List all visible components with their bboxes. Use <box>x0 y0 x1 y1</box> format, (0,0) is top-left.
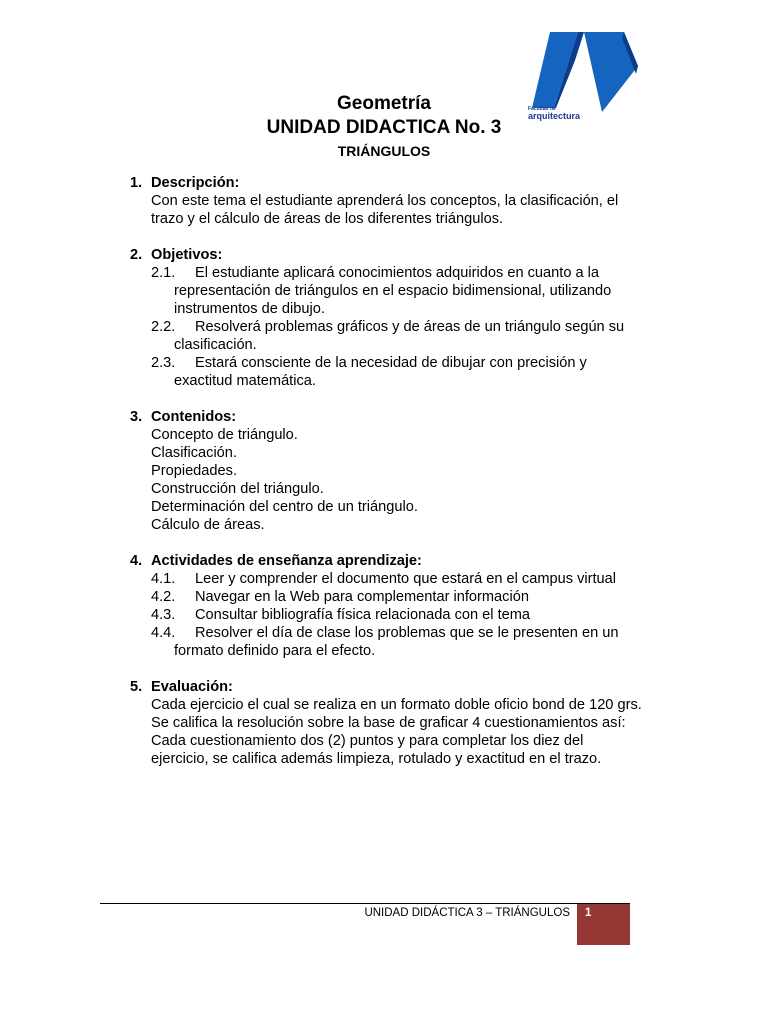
item-number: 2.2. <box>151 319 176 335</box>
section-heading <box>130 174 670 192</box>
page-number: 1 <box>585 907 592 919</box>
list-item <box>130 354 670 372</box>
section-title: Objetivos: <box>151 247 223 263</box>
document-topic: TRIÁNGULOS <box>337 143 431 159</box>
section-number: 2. <box>130 247 143 263</box>
content-line: Concepto de triángulo. <box>151 427 298 443</box>
paragraph-line: Cada ejercicio el cual se realiza en un formato doble oficio bond de 120 grs. <box>151 697 642 713</box>
section-number: 3. <box>130 409 143 425</box>
section-descripcion <box>130 174 670 228</box>
section-objetivos <box>130 246 670 390</box>
title-block <box>0 92 768 160</box>
footer-divider <box>100 903 630 904</box>
item-line: Resolverá problemas gráficos y de áreas de un triángulo según su <box>195 319 625 335</box>
page-number-box <box>577 904 630 945</box>
logo-line1: Facultad de <box>528 106 556 112</box>
list-item <box>130 588 670 606</box>
section-evaluacion <box>130 678 670 768</box>
section-number: 5. <box>130 679 143 695</box>
logo-line2: arquitectura <box>528 111 581 121</box>
content-line: Cálculo de áreas. <box>151 517 265 533</box>
list-item <box>130 264 670 282</box>
paragraph-line: trazo y el cálculo de áreas de los diferentes triángulos. <box>151 211 504 227</box>
content-line: Propiedades. <box>151 463 238 479</box>
item-line: instrumentos de dibujo. <box>174 301 325 317</box>
item-line: Navegar en la Web para complementar información <box>195 589 529 605</box>
section-title: Actividades de enseñanza aprendizaje: <box>151 553 422 569</box>
list-item <box>130 570 670 588</box>
paragraph-line: ejercicio, se califica además limpieza, rotulado y exactitud en el trazo. <box>151 751 602 767</box>
section-heading <box>130 552 670 570</box>
item-number: 4.1. <box>151 571 176 587</box>
item-line: formato definido para el efecto. <box>174 643 376 659</box>
document-subtitle: UNIDAD DIDACTICA No. 3 <box>266 117 502 138</box>
item-line: representación de triángulos en el espacio bidimensional, utilizando <box>174 283 612 299</box>
section-title: Evaluación: <box>151 679 233 695</box>
section-title: Contenidos: <box>151 409 237 425</box>
item-line: Estará consciente de la necesidad de dibujar con precisión y <box>195 355 587 371</box>
paragraph-line: Con este tema el estudiante aprenderá los conceptos, la clasificación, el <box>151 193 619 209</box>
item-number: 4.2. <box>151 589 176 605</box>
section-heading <box>130 678 670 696</box>
paragraph-line: Cada cuestionamiento dos (2) puntos y para completar los diez del <box>151 733 584 749</box>
section-number: 4. <box>130 553 143 569</box>
footer-title: UNIDAD DIDÁCTICA 3 – TRIÁNGULOS <box>364 907 570 919</box>
section-title: Descripción: <box>151 175 240 191</box>
item-number: 2.1. <box>151 265 176 281</box>
section-contenidos <box>130 408 670 534</box>
content-line: Determinación del centro de un triángulo. <box>151 499 418 515</box>
item-line: exactitud matemática. <box>174 373 316 389</box>
section-heading <box>130 408 670 426</box>
list-item <box>130 606 670 624</box>
document-body <box>130 174 670 786</box>
content-line: Construcción del triángulo. <box>151 481 324 497</box>
section-actividades <box>130 552 670 660</box>
paragraph-line: Se califica la resolución sobre la base de graficar 4 cuestionamientos así: <box>151 715 626 731</box>
item-line: clasificación. <box>174 337 257 353</box>
item-line: Resolver el día de clase los problemas que se le presenten en un <box>195 625 619 641</box>
item-number: 4.3. <box>151 607 176 623</box>
section-heading <box>130 246 670 264</box>
section-number: 1. <box>130 175 143 191</box>
document-title: Geometría <box>337 93 431 114</box>
item-number: 4.4. <box>151 625 176 641</box>
item-line: El estudiante aplicará conocimientos adquiridos en cuanto a la <box>195 265 600 281</box>
item-line: Leer y comprender el documento que estará en el campus virtual <box>195 571 617 587</box>
content-line: Clasificación. <box>151 445 237 461</box>
list-item <box>130 318 670 336</box>
item-number: 2.3. <box>151 355 176 371</box>
item-line: Consultar bibliografía física relacionada con el tema <box>195 607 531 623</box>
list-item <box>130 624 670 642</box>
